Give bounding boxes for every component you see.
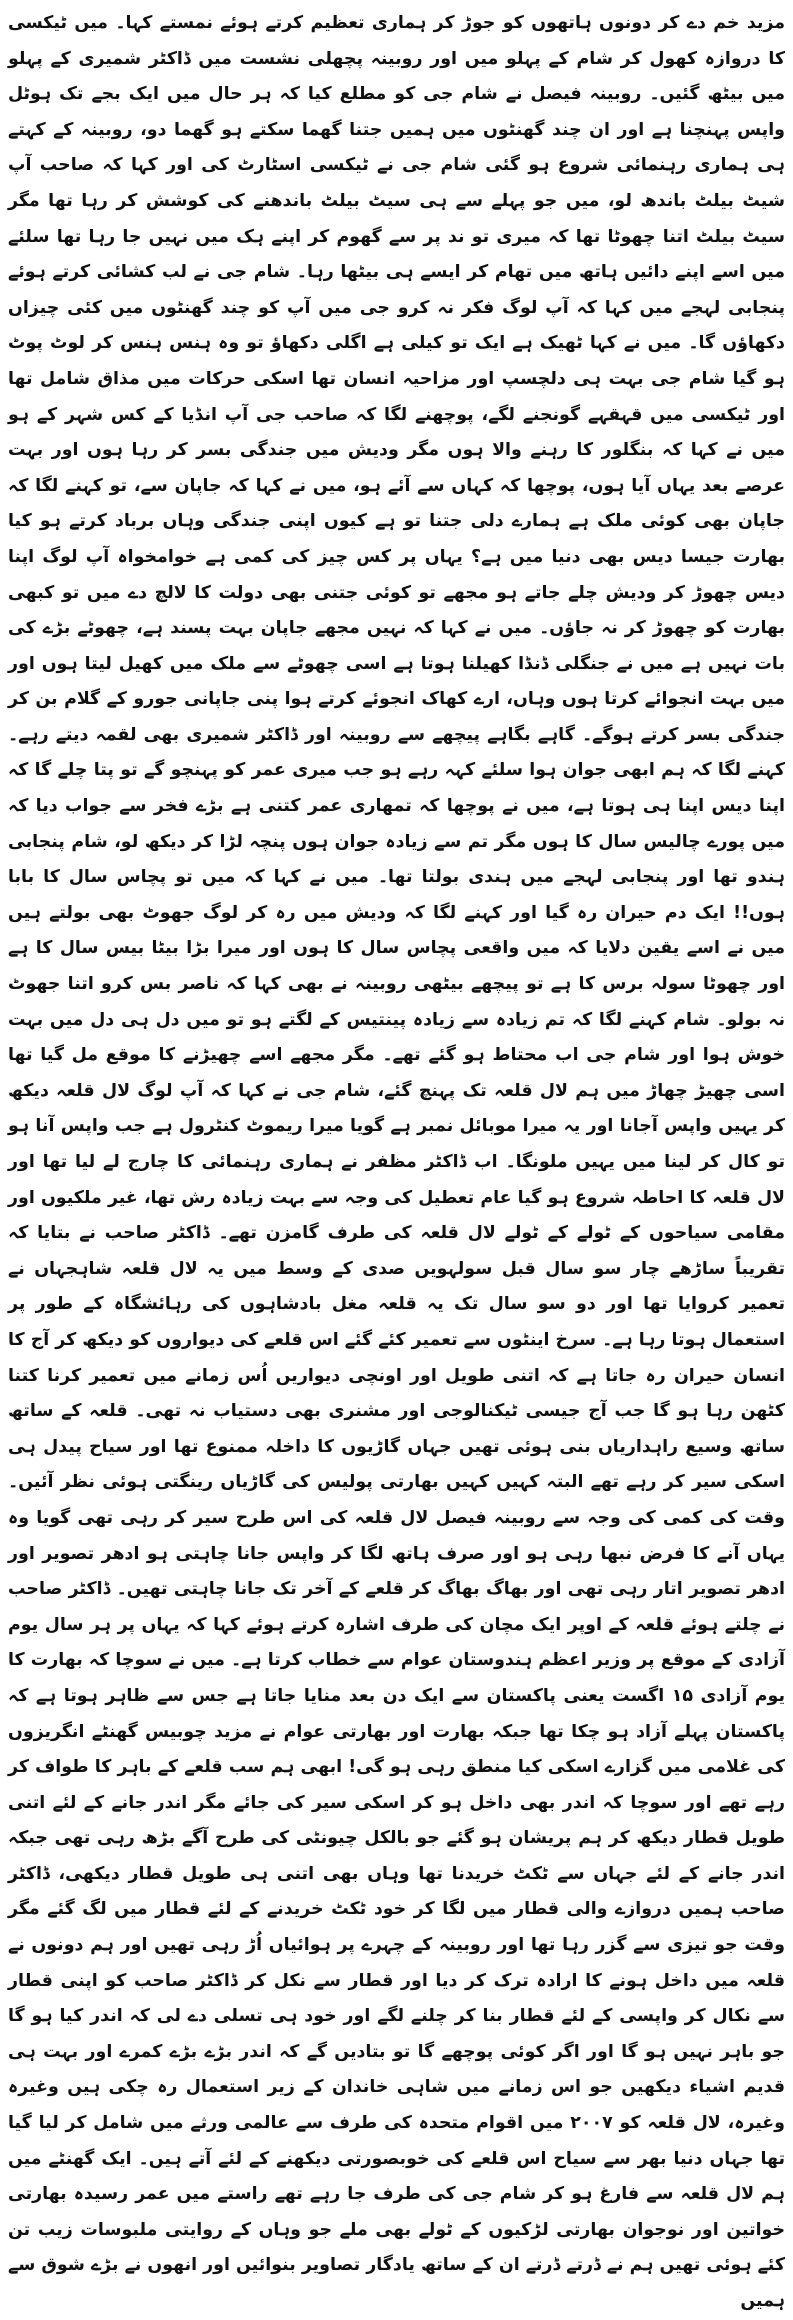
paragraph: مزید خم دے کر دونوں ہاتھوں کو جوڑ کر ہماری تعظیم کرتے ہوئے نمستے کہا۔ میں ٹیکسی کا دروازہ کھول کر شام کے پہلو میں اور روبینہ پچھلی نشست میں ڈاکٹر شمیری کے پہلو میں بیٹھ گئیں۔ روبینہ فیصل نے شام جی کو مطلع کیا کہ ہر حال میں ایک بجے تک ہوٹل واپس پہنچنا ہے اور ان چند گھنٹوں میں ہمیں جتنا گھما سکتے ہو گھما دو، روبینہ کے کہتے ہی ہماری رہنمائی شروع ہو گئی شام جی نے ٹیکسی اسٹارٹ کی اور کہا کہ صاحب آپ شیٹ بیلٹ باندھ لو، میں جو پہلے سے ہی سیٹ بیلٹ باندھنے کی کوشش کر رہا تھا مگر سیٹ بیلٹ اتنا چھوٹا تھا کہ میری تو ند پر سے گھوم کر اپنے ہک میں نہیں جا رہا تھا سلئے میں اسے اپنے دائیں ہاتھ میں تھام کر ایسے ہی بیٹھا رہا۔ شام جی نے لب کشائی کرتے ہوئے پنجابی لہجے میں کہا کہ آپ لوگ فکر نہ کرو جی میں آپ کو چند گھنٹوں میں کئی چیزاں دکھاؤں گا۔ میں نے کہا ٹھیک ہے ایک تو کیلی ہے اگلی دکھاؤ تو وہ ہنس ہنس کر لوٹ پوٹ ہو گیا شام جی بہت ہی دلچسپ اور مزاحیہ انسان تھا اسکی حرکات میں مذاق شامل تھا اور ٹیکسی میں قہقہے گونجنے لگے، پوچھنے لگا کہ صاحب جی آپ انڈیا کے کس شہر کے ہو میں نے کہا کہ بنگلور کا رہنے والا ہوں مگر ودیش میں جندگی بسر کر رہا ہوں اور بہت عرصے بعد یہاں آیا ہوں، پوچھا کہ کہاں سے آئے ہو، میں نے کہا کہ جاپان سے، تو کہنے لگا کہ جاپان بھی کوئی ملک ہے ہمارے دلی جتنا تو ہے کیوں اپنی جندگی وہاں برباد کرتے ہو کیا بھارت جیسا دیس بھی دنیا میں ہے؟ یہاں پر کس چیز کی کمی ہے خوامخواہ آپ لوگ اپنا دیس چھوڑ کر ودیش چلے جاتے ہو مجھے تو کوئی جتنی بھی دولت کا لالچ دے میں تو کبھی بھارت کو چھوڑ کر نہ جاؤں۔ میں نے کہا کہ نہیں مجھے جاپان بہت پسند ہے، چھوٹے بڑے کی بات نہیں ہے میں نے جنگلی ڈنڈا کھیلنا ہوتا ہے اسی چھوٹے سے ملک میں کھیل لیتا ہوں اور میں بہت انجوائے کرتا ہوں وہاں، ارے کھاک انجوئے کرتے ہوا پنی جاپانی جورو کے گلام بن کر جندگی بسر کرتے ہوگے۔ گاہے بگاہے پیچھے سے روبینہ اور ڈاکٹر شمیری بھی لقمہ دیتے رہے۔ کہنے لگا کہ ہم ابھی جوان ہوا سلئے کہہ رہے ہو جب میری عمر کو پہنچو گے تو پتا چلے گا کہ اپنا دیس اپنا ہی ہوتا ہے، میں نے پوچھا کہ تمھاری عمر کتنی ہے بڑے فخر سے جواب دیا کہ میں پورے چالیس سال کا ہوں مگر تم سے زیادہ جوان ہوں پنچہ لڑا کر دیکھ لو، شام پنجابی ہندو تھا اور پنجابی لہجے میں ہندی بولتا تھا۔ میں نے کہا کہ میں تو پچاس سال کا بابا ہوں!! ایک دم حیران رہ گیا اور کہنے لگا کہ ودیش میں رہ کر لوگ جھوٹ بھی بولتے ہیں میں نے اسے یقین دلایا کہ میں واقعی پچاس سال کا ہوں اور میرا بڑا بیٹا بیس سال کا ہے اور چھوٹا سولہ برس کا ہے تو پیچھے بیٹھی روبینہ نے بھی کہا کہ ناصر بس کرو اتنا جھوٹ نہ بولو۔ شام کہنے لگا کہ تم زیادہ سے زیادہ پینتیس کے لگتے ہو تو میں دل ہی دل میں بہت خوش ہوا اور شام جی اب محتاط ہو گئے تھے۔ مگر مجھے اسے چھیڑنے کا موقع مل گیا تھا اسی چھیڑ چھاڑ میں ہم لال قلعہ تک پہنچ گئے، شام جی نے کہا کہ آپ لوگ لال قلعہ دیکھ کر یہیں واپس آجانا اور یہ میرا موبائل نمبر ہے گویا میرا ریموٹ کنٹرول ہے جب واپس آنا ہو تو کال کر لینا میں یہیں ملونگا۔ اب ڈاکٹر مظفر نے ہماری رہنمائی کا چارج لے لیا تھا اور لال قلعہ کا احاطہ شروع ہو گیا عام تعطیل کی وجہ سے بہت زیادہ رش تھا، غیر ملکیوں اور مقامی سیاحوں کے ٹولے کے ٹولے لال قلعہ کی طرف گامزن تھے۔ ڈاکٹر صاحب نے بتایا کہ تقریباً ساڑھے چار سو سال قبل سولہویں صدی کے وسط میں یہ لال قلعہ شاہجہاں نے تعمیر کروایا تھا اور دو سو سال تک یہ قلعہ مغل بادشاہوں کی رہائشگاہ کے طور پر استعمال ہوتا رہا ہے۔ سرخ اینٹوں سے تعمیر کئے گئے اس قلعے کی دیواروں کو دیکھ کر آج کا انسان حیران رہ جاتا ہے کہ اتنی طویل اور اونچی دیواریں اُس زمانے میں تعمیر کرنا کتنا کٹھن رہا ہو گا جب آج جیسی ٹیکنالوجی اور مشنری بھی دستیاب نہ تھی۔ قلعہ کے ساتھ ساتھ وسیع راہداریاں بنی ہوئی تھیں جہاں گاڑیوں کا داخلہ ممنوع تھا اور سیاح پیدل ہی اسکی سیر کر رہے تھے البتہ کہیں کہیں بھارتی پولیس کی گاڑیاں رینگتی ہوئی نظر آئیں۔ وقت کی کمی کی وجہ سے روبینہ فیصل لال قلعہ کی اس طرح سیر کر رہی تھی گویا وہ یہاں آنے کا فرض نبھا رہی ہو اور صرف ہاتھ لگا کر واپس جانا چاہتی ہو ادھر تصویر اور ادھر تصویر اتار رہی تھی اور بھاگ بھاگ کر قلعے کے آخر تک جانا چاہتی تھیں۔ ڈاکٹر صاحب نے چلتے ہوئے قلعہ کے اوپر ایک مچان کی طرف اشارہ کرتے ہوئے کہا کہ یہاں پر ہر سال یوم آزادی کے موقع پر وزیر اعظم ہندوستان عوام سے خطاب کرتا ہے۔ میں نے سوچا کہ بھارت کا یوم آزادی ۱۵ اگست یعنی پاکستان سے ایک دن بعد منایا جاتا ہے جس سے ظاہر ہوتا ہے کہ پاکستان پہلے آزاد ہو چکا تھا جبکہ بھارت اور بھارتی عوام نے مزید چوبیس گھنٹے انگریزوں کی غلامی میں گزارے اسکی کیا منطق رہی ہو گی! ابھی ہم سب قلعے کے باہر کا طواف کر رہے تھے اور سوچا کہ اندر بھی داخل ہو کر اسکی سیر کی جائے مگر اندر جانے کے لئے اتنی طویل قطار دیکھ کر ہم پریشان ہو گئے جو بالکل چیونٹی کی طرح آگے بڑھ رہی تھی جبکہ اندر جانے کے لئے جہاں سے ٹکٹ خریدنا تھا وہاں بھی اتنی ہی طویل قطار دیکھی، ڈاکٹر صاحب ہمیں دروازے والی قطار میں لگا کر خود ٹکٹ خریدنے کے لئے قطار میں لگ گئے مگر وقت جو تیزی سے گزر رہا تھا اور روبینہ کے چہرے پر ہوائیاں اُڑ رہی تھیں اور ہم دونوں نے قلعہ میں داخل ہونے کا ارادہ ترک کر دیا اور قطار سے نکل کر ڈاکٹر صاحب کو اپنی قطار سے نکال کر واپسی کے لئے قطار بنا کر چلنے لگے اور خود ہی تسلی دے لی کہ اندر کیا ہو گا جو باہر نہیں ہو گا اور اگر کوئی پوچھے گا تو بتادیں گے کہ اندر بڑے بڑے کمرے اور بہت ہی قدیم اشیاء دیکھیں جو اس زمانے میں شاہی خاندان کے زیر استعمال رہ چکی ہیں وغیرہ وغیرہ، لال قلعہ کو ۲۰۰۷ میں اقوام متحدہ کی طرف سے عالمی ورثے میں شامل کر لیا گیا تھا جہاں دنیا بھر سے سیاح اس قلعے کی خوبصورتی دیکھنے کے لئے آتے ہیں۔ ایک گھنٹے میں ہم لال قلعہ سے فارغ ہو کر شام جی کی طرف جا رہے تھے راستے میں عمر رسیدہ بھارتی خواتین اور نوجوان بھارتی لڑکیوں کے ٹولے بھی ملے جو وہاں کے روایتی ملبوسات زیب تن کئے ہوئی تھیں ہم نے ڈرتے ڈرتے ان کے ساتھ یادگار تصاویر بنوائیں اور انھوں نے بڑے شوق سے ہمیں <box>8 13 785 2311</box>
article-body <box>8 6 785 2320</box>
